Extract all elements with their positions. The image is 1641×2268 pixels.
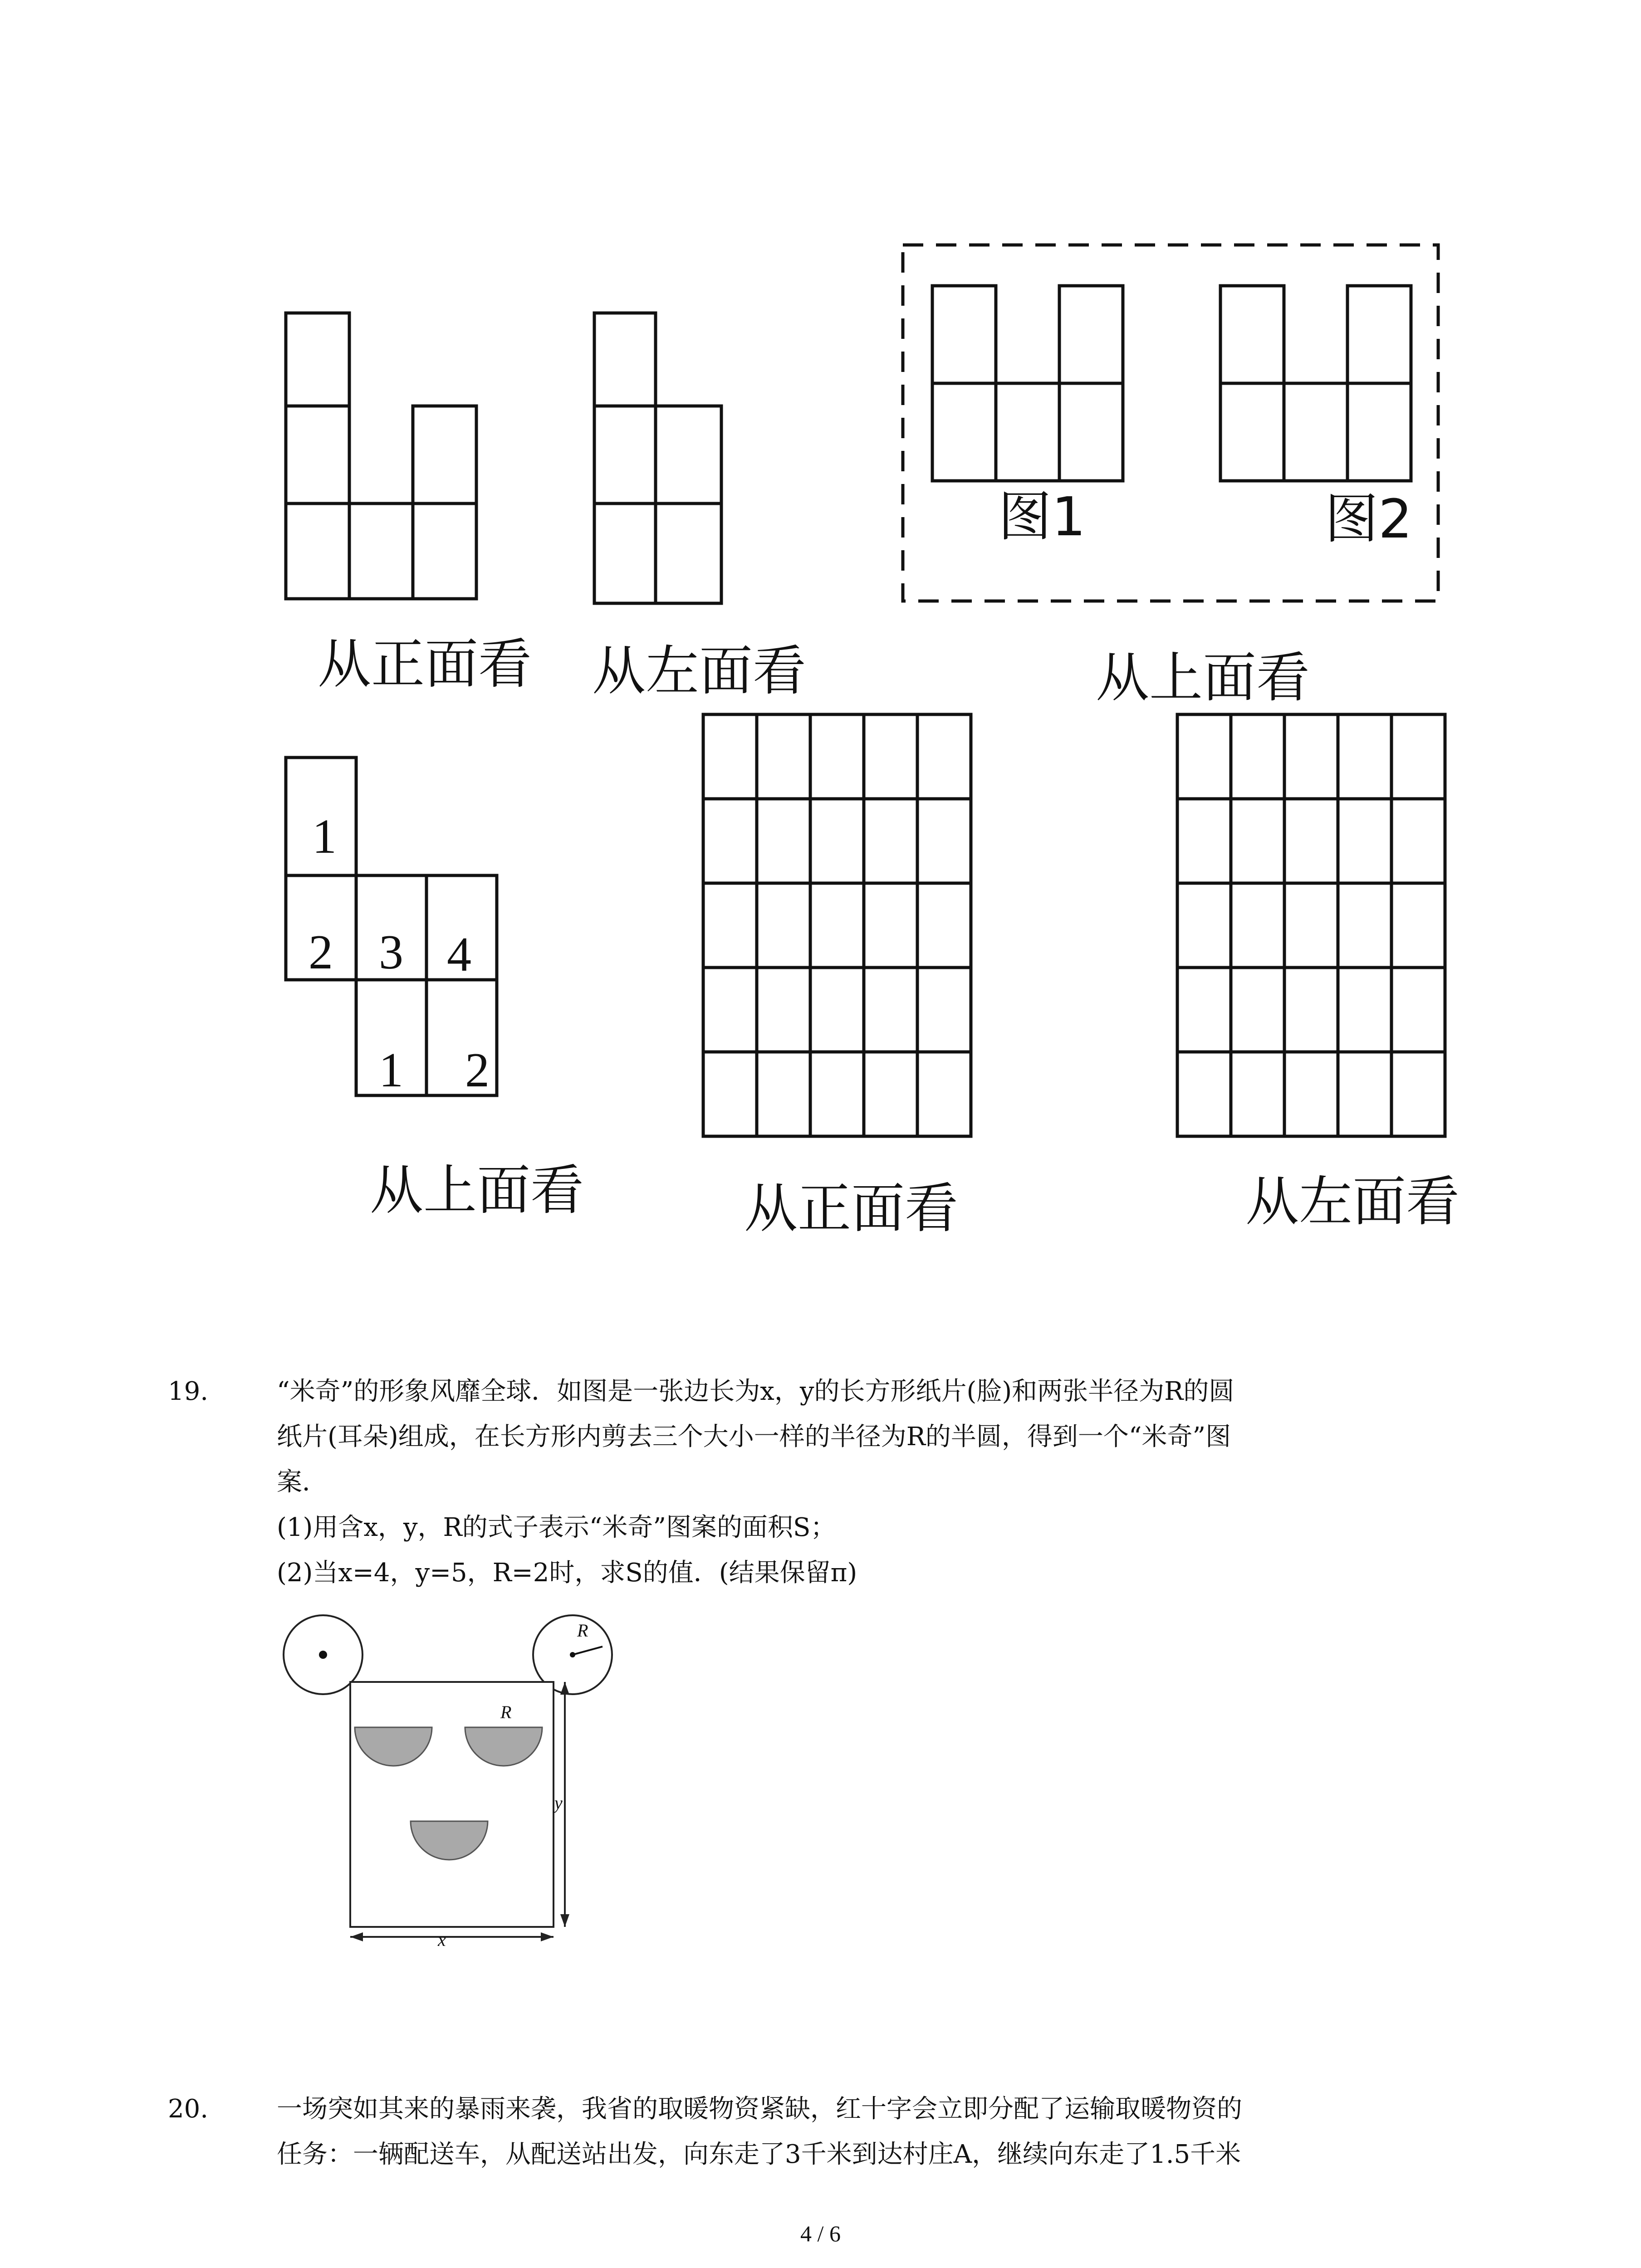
top-view-caption-2: 从上面看 — [370, 1159, 584, 1222]
front-view-empty-grid — [703, 714, 971, 1136]
fig1-grid — [932, 286, 1123, 481]
cell-number: 2 — [309, 925, 333, 979]
question-number: 20. — [168, 2094, 209, 2124]
front-view-caption: 从正面看 — [318, 633, 532, 695]
y-dimension-label: y — [554, 1793, 563, 1813]
question-part-2: (2)当x=4，y=5，R=2时，求S的值．(结果保留π) — [277, 1558, 857, 1588]
question-19 — [168, 1369, 1456, 1596]
cell-number: 1 — [312, 810, 337, 864]
top-view-caption: 从上面看 — [1096, 646, 1310, 709]
x-dimension-label: x — [438, 1930, 446, 1950]
question-text: 任务：一辆配送车，从配送站出发，向东走了3千米到达村庄A，继续向东走了1.5千米 — [277, 2140, 1241, 2169]
left-view-grid-1 — [594, 313, 721, 603]
question-part-1: (1)用含x，y，R的式子表示“米奇”图案的面积S； — [277, 1513, 836, 1542]
cell-number: 1 — [379, 1043, 403, 1097]
ear-radius-label: R — [577, 1620, 588, 1641]
question-text: 一场突如其来的暴雨来袭，我省的取暖物资紧缺，红十字会立即分配了运输取暖物资的 — [277, 2094, 1242, 2124]
cell-number: 3 — [379, 925, 403, 979]
left-view-caption-2: 从左面看 — [1245, 1170, 1460, 1233]
fig1-caption: 图1 — [998, 485, 1086, 548]
front-view-grid-1 — [286, 313, 476, 599]
question-text: 案． — [277, 1467, 328, 1497]
page-number: 4 / 6 — [800, 2221, 841, 2246]
face-rectangle — [350, 1682, 554, 1927]
mickey-figure — [284, 1615, 612, 1941]
cell-number: 2 — [465, 1043, 490, 1097]
fig2-caption: 图2 — [1325, 488, 1413, 550]
cell-number: 4 — [447, 928, 471, 982]
fig2-grid — [1220, 286, 1411, 481]
question-number: 19. — [168, 1377, 209, 1406]
question-text: 纸片(耳朵)组成，在长方形内剪去三个大小一样的半径为R的半圆，得到一个“米奇”图 — [277, 1422, 1231, 1452]
left-view-empty-grid — [1177, 714, 1445, 1136]
front-view-caption-2: 从正面看 — [744, 1177, 959, 1240]
question-text: “米奇”的形象风靡全球．如图是一张边长为x，y的长方形纸片(脸)和两张半径为R的圆 — [277, 1377, 1234, 1406]
left-view-caption: 从左面看 — [592, 640, 807, 702]
question-20 — [168, 2087, 1456, 2177]
eye-radius-label: R — [500, 1702, 512, 1722]
